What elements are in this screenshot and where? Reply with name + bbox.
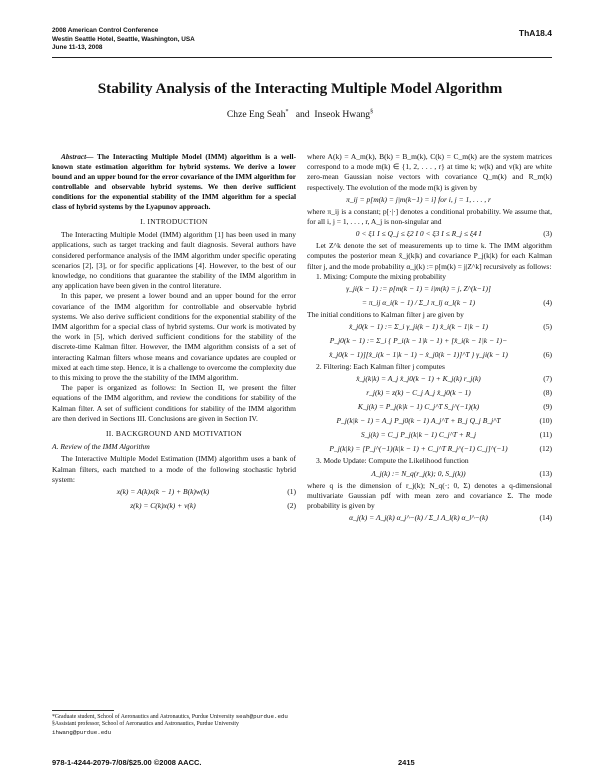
page-number: 2415 <box>398 758 415 767</box>
paragraph: where q is the dimension of r_j(k); N_q(·; 0, Σ) denotes a q-dimensional multivariate Gaussian pdf with mean zero and covariance Σ. The mode probability is given by <box>307 480 552 511</box>
footnotes <box>52 713 296 737</box>
email-1: seah@purdue.edu <box>235 713 288 720</box>
conference-header <box>52 27 195 53</box>
section-heading-background: II. BACKGROUND AND MOTIVATION <box>105 429 243 439</box>
equation-13: Λ_j(k) := N_q(r_j(k); 0, S_j(k)) (13) <box>371 468 552 478</box>
paragraph: Let Z^k denote the set of measurements up to time k. The IMM algorithm computes the posterior mean x̂_j(k|k) and covariance P_j(k|k) for each Kalman filter j, and the mode probability α_j(k) := p[m(k) = j|Z^k] recursively as follows: <box>307 241 552 271</box>
paragraph: In this paper, we present a lower bound and an upper bound for the error covariance of the IMM algorithm for controllable and observable hybrid systems. We also derive sufficient conditions for the exponential stability of the IMM algorithm for a special class of hybrid systems. Our work is motivated by the work in [5], which derived sufficient conditions for the stability of the discrete-time Kalman filter. However, the IMM algorithm consists of a set of interacting Kalman filters whose means and covariance updates are coupled or mixed at each time step. Hence, it is a challenge to overcome the complexity due to this mixing to prove the the stability of the IMM algorithm. <box>52 291 296 383</box>
paper-title: Stability Analysis of the Interacting Multiple Model Algorithm <box>97 80 503 97</box>
paragraph: The initial conditions to Kalman filter j are given by <box>307 310 464 320</box>
subsection-heading: A. Review of the IMM Algorithm <box>52 442 150 452</box>
paragraph: The Interactive Multiple Model Estimation (IMM) algorithm uses a bank of Kalman filters, each matched to a mode of the following stochastic hybrid system: <box>52 454 296 484</box>
conference-dates: June 11-13, 2008 <box>52 44 103 52</box>
author-2: Inseok Hwang <box>314 109 371 121</box>
author-1: Chze Eng Seah <box>226 109 286 121</box>
footnote-1: *Graduate student, School of Aeronautics and Astronautics, Purdue University seah@purdue.edu <box>52 713 288 720</box>
author-1-mark: * <box>285 109 289 115</box>
equation-6a: P_j0(k − 1) := Σ_i { P_i(k − 1|k − 1) + [x̂_i(k − 1|k − 1)− <box>329 336 508 346</box>
left-column <box>52 152 296 513</box>
step-filtering: 2. Filtering: Each Kalman filter j computes <box>316 362 445 372</box>
equation-11: S_j(k) = C_j P_j(k|k − 1) C_j^T + R_j (11) <box>360 430 552 440</box>
equation-5: x̂_j0(k − 1) := Σ_i γ_ji(k − 1) x̂_i(k − 1|k − 1) (5) <box>349 322 552 332</box>
author-line <box>0 109 600 120</box>
abstract-text: The Interacting Multiple Model (IMM) algorithm is a well-known state estimation algorithm for hybrid systems. We derive a lower bound and an upper bound for the error covariance of the IMM algorithm for controllable and observable hybrid systems. We then derive sufficient conditions for the exponential stability of the IMM algorithm for a special class of hybrid systems by the Lyapunov approach. <box>52 152 297 211</box>
email-2: ihwang@purdue.edu <box>52 728 112 736</box>
footnote-divider <box>52 710 114 711</box>
equation-4b: = π_ij α_i(k − 1) / Σ_l π_lj α_l(k − 1) (4) <box>361 298 552 308</box>
paragraph: where A(k) = A_m(k), B(k) = B_m(k), C(k) = C_m(k) are the system matrices correspond to a mode m(k) ∈ {1, 2, . . . , r} at time k; w(k) and v(k) are white zero-mean Gaussian noise vectors with covariance Q_m(k) and R_m(k) respectively. The evolution of the mode m(k) is given by <box>307 152 552 192</box>
equation-9: K_j(k) = P_j(k|k − 1) C_j^T S_j^(−1)(k) (9) <box>357 402 552 412</box>
session-code: ThA18.4 <box>518 28 552 38</box>
footnote-2: §Assistant professor, School of Aeronautics and Astronautics, Purdue University ihwang@purdue.edu <box>52 721 239 736</box>
step-mode-update: 3. Mode Update: Compute the Likelihood function <box>316 456 469 466</box>
header-divider <box>52 57 552 58</box>
step-mixing: 1. Mixing: Compute the mixing probability <box>316 271 446 281</box>
equation-10: P_j(k|k − 1) = A_j P_j0(k − 1) A_j^T + B_j Q_j B_j^T (10) <box>336 416 552 426</box>
conference-name: 2008 American Control Conference <box>52 27 159 34</box>
equation-7: x̂_j(k|k) = A_j x̂_j0(k − 1) + K_j(k) r_j(k) (7) <box>356 374 552 384</box>
right-column <box>307 152 552 525</box>
equation-2: z(k) = C(k)x(k) + v(k) (2) <box>130 501 296 511</box>
equation-14: α_j(k) = Λ_j(k) α_j^−(k) / Σ_l Λ_l(k) α_l^−(k) (14) <box>349 513 552 523</box>
paragraph: where π_ij is a constant; p[·|·] denotes a conditional probability. We assume that, for all i, j = 1, . . . , r, A_j is non-singular and <box>307 206 552 227</box>
paragraph: The paper is organized as follows: In Section II, we present the filter equations of the IMM algorithm, and review the conditions for stability of the Kalman filter. A set of sufficient conditions for stability of the IMM algorithm are then derived in Sections III. Conclusions are given in Section IV. <box>52 383 296 423</box>
equation-6b: x̂_j0(k − 1)][x̂_i(k − 1|k − 1) − x̂_j0(k − 1)]^T } γ_ji(k − 1) (6) <box>329 350 552 360</box>
isbn-copyright: 978-1-4244-2079-7/08/$25.00 ©2008 AACC. <box>52 758 202 767</box>
author-2-mark: § <box>370 109 374 115</box>
equation-1: x(k) = A(k)x(k − 1) + B(k)w(k) (1) <box>116 487 296 497</box>
equation-8: r_j(k) = z(k) − C_j A_j x̂_j0(k − 1) (8) <box>366 388 552 398</box>
equation-4a: γ_ji(k − 1) := p[m(k − 1) = i|m(k) = j, Z^(k−1)] <box>346 284 491 294</box>
author-and: and <box>295 109 310 121</box>
abstract <box>52 152 296 212</box>
equation-12: P_j(k|k) = [P_j^(−1)(k|k − 1) + C_j^T R_j^(−1) C_j]^(−1) (12) <box>329 444 552 454</box>
equation-transition: π_ij = p[m(k) = j|m(k−1) = i] for i, j = 1, . . . , r <box>346 194 491 204</box>
equation-3: 0 < ξ1 I ≤ Q_j ≤ ξ2 I 0 < ξ3 I ≤ R_j ≤ ξ4 I (3) <box>355 229 552 239</box>
paragraph: The Interacting Multiple Model (IMM) algorithm [1] has been used in many applications, such as target tracking and fault diagnosis. Several authors have considered performance analysis of the IMM algorithm under specific operating scenarios [2], [3], or for specific applications [4]. However, to the best of our knowledge, no conditions that guarantee the stability of the IMM algorithm in any application have been given in the control literature. <box>52 230 296 291</box>
abstract-label: Abstract— <box>61 152 94 161</box>
conference-venue: Westin Seattle Hotel, Seattle, Washington, USA <box>52 35 195 43</box>
section-heading-introduction: I. INTRODUCTION <box>140 217 208 226</box>
